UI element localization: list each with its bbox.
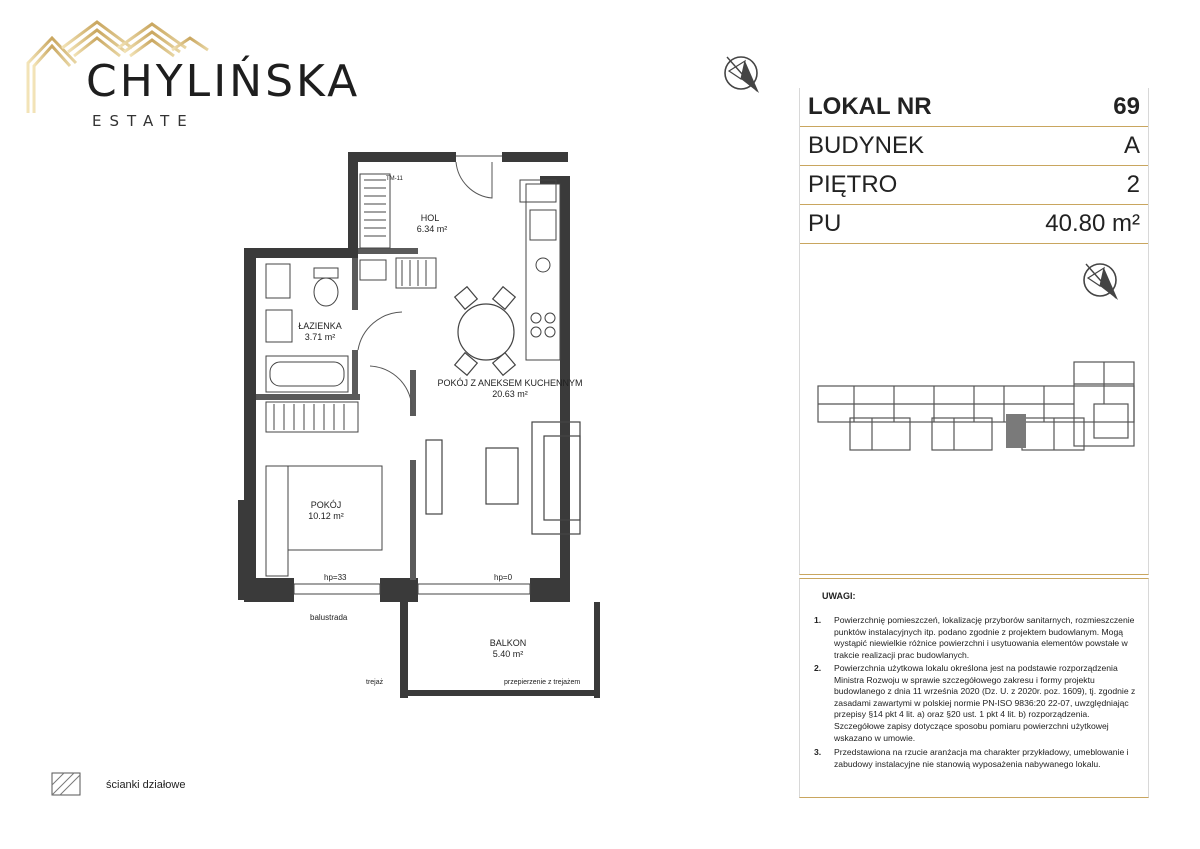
tv-cabinet xyxy=(426,440,442,514)
north-arrow-icon xyxy=(1080,256,1122,309)
brand-name: CHYLIŃSKA xyxy=(86,56,361,107)
sofa xyxy=(532,422,580,534)
note-number: 1. xyxy=(814,615,822,625)
unit-info-table xyxy=(799,88,1149,244)
highlighted-unit xyxy=(1006,414,1026,448)
room-name-lazienka: ŁAZIENKA xyxy=(298,321,342,331)
note-number: 2. xyxy=(814,663,822,673)
building-key-plan xyxy=(814,356,1140,460)
note-text: Przedstawiona na rzucie aranżacja ma charakter przykładowy, umeblowanie i zabudowy instalacyjne nie stanowią wyposażenia nabywanego lokalu. xyxy=(834,747,1129,769)
info-label: LOKAL NR xyxy=(808,93,932,120)
balustrada-label: balustrada xyxy=(310,613,348,622)
note-text: Powierzchnię pomieszczeń, lokalizację przyborów sanitarnych, rozmieszczenie punktów instalacyjnych itp. podano zgodnie z projektem budowlanym. Mogą wystąpić niewielkie różnice powierzchni i usytuowania elementów powstałe w trakcie realizacji prac budowlanych. xyxy=(834,615,1135,660)
north-arrow-icon xyxy=(721,49,763,102)
note-text: Powierzchnia użytkowa lokalu określona jest na podstawie rozporządzenia Ministra Rozwoju w sprawie szczegółowego zakresu i formy projektu budowlanego z dnia 11 września 2020 (Dz. U. z 2020r. poz. 1609), tj. zgodnie z zasadami zawartymi w polskiej normie PN-ISO 9836:20 22-07, uwzględniając przepisy §14 pkt 4 lit. a) oraz §20 ust. 1 pkt 4 lit. b) rozporządzenia. Szczegółowe zapisy dotyczące sposobu pomiaru powierzchni użytkowej wskazano w umowie. xyxy=(834,663,1136,743)
notes-panel xyxy=(799,578,1149,798)
bedroom-furniture xyxy=(266,402,382,576)
info-value: 2 xyxy=(1126,171,1140,198)
floor-plan xyxy=(230,140,630,700)
note-item xyxy=(814,663,1136,744)
info-label: BUDYNEK xyxy=(808,132,925,159)
room-name-pokoj: POKÓJ xyxy=(310,500,342,510)
room-name-balkon: BALKON xyxy=(489,638,527,648)
info-row-pu xyxy=(800,205,1148,244)
coffee-table xyxy=(486,448,518,504)
room-name-pokoj-kuchnia: POKÓJ Z ANEKSEM KUCHENNYM xyxy=(437,378,583,388)
tm-label: TM-11 xyxy=(386,176,403,182)
info-label: PIĘTRO xyxy=(808,171,898,198)
info-row-pietro xyxy=(800,166,1148,205)
room-area-hol: 6.34 m² xyxy=(416,224,448,234)
info-label: PU xyxy=(808,210,842,237)
bedroom-door-swing xyxy=(370,366,412,410)
partition-wall-swatch xyxy=(51,772,81,796)
room-area-lazienka: 3.71 m² xyxy=(304,332,336,342)
info-value: 69 xyxy=(1113,93,1140,120)
note-item xyxy=(814,615,1136,661)
sill-height-label-bedroom: hp=33 xyxy=(324,573,347,582)
sill-height-label-living: hp=0 xyxy=(494,573,513,582)
room-area-pokoj-kuchnia: 20.63 m² xyxy=(492,389,528,399)
bathroom-door-swing xyxy=(358,312,402,350)
door-swing xyxy=(456,162,492,198)
brand-subtitle: ESTATE xyxy=(92,112,195,130)
notes-title: UWAGI: xyxy=(822,591,856,601)
dining-table xyxy=(455,287,516,376)
room-area-balkon: 5.40 m² xyxy=(492,649,524,659)
kitchen-counter xyxy=(520,180,560,360)
room-name-hol: HOL xyxy=(420,213,440,223)
info-row-lokal xyxy=(800,88,1148,127)
note-number: 3. xyxy=(814,747,822,757)
key-plan-panel xyxy=(799,244,1149,575)
room-area-pokoj: 10.12 m² xyxy=(308,511,344,521)
info-row-budynek xyxy=(800,127,1148,166)
legend-label: ścianki działowe xyxy=(106,779,186,791)
note-item xyxy=(814,747,1136,770)
info-value: A xyxy=(1123,132,1140,159)
info-value: 40.80 m² xyxy=(1045,210,1140,237)
przepierzenie-label: przepierzenie z trejażem xyxy=(504,679,581,686)
trejaz-label: trejaż xyxy=(366,679,384,686)
